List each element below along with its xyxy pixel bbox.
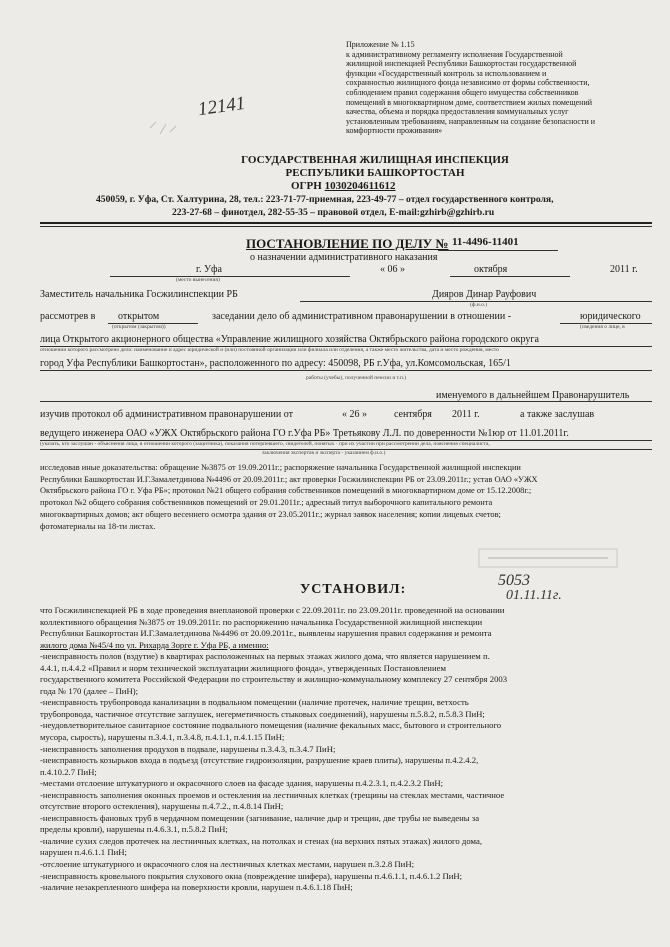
- body-line: отсутствие второго остекления), нарушены п.4.7.2., п.4.8.14 ПиН;: [40, 801, 284, 812]
- body-line: -неисправность заполнения оконных проемов и остекления на лестничных клетках (трещины на стеклах местами, частичное: [40, 789, 505, 800]
- body-line: нарушен п.4.6.1.1 ПиН;: [40, 847, 127, 858]
- appendix-line: комфортности проживания»: [346, 126, 443, 136]
- evidence-paragraph: [40, 462, 660, 532]
- city: г. Уфа: [196, 264, 222, 275]
- appendix-line: жилищной инспекцией Республики Башкортостан государственной: [346, 59, 577, 69]
- appendix-line: установленным требованиям, направленным на создание безопасности и: [346, 116, 596, 126]
- org-name-line2: РЕСПУБЛИКИ БАШКОРТОСТАН: [285, 167, 465, 179]
- body-line: что Госжилинспекцией РБ в ходе проведения внеплановой проверки с 22.09.2011г. по 23.09.2011г. проведенной на основании: [40, 605, 505, 615]
- handwritten-stamp-date: 01.11.11г.: [506, 588, 562, 603]
- offender-line1: лица Открытого акционерного общества «Управление жилищного хозяйства Октябрьского района городского округа: [40, 334, 539, 345]
- hearing-mode-caption: (открытом (закрытом)): [112, 324, 166, 330]
- body-line: мусора, сырость), нарушены п.3.4.1, п.3.4.8, п.4.1.1, п.4.1.15 ПиН;: [40, 732, 285, 743]
- body-line: пределы кровли), нарушены п.4.6.3.1, п.5.8.2 ПиН;: [40, 824, 228, 835]
- protocol-year: 2011 г.: [452, 409, 480, 420]
- section-heading-ustanovil: УСТАНОВИЛ:: [300, 582, 407, 597]
- case-number: 11-4496-11401: [452, 236, 519, 248]
- document-title: ПОСТАНОВЛЕНИЕ ПО ДЕЛУ №: [246, 236, 449, 251]
- body-line: -неисправность кровельного покрытия слухового окна (повреждение шифера), нарушены п.4.6.1.1, п.4.6.1.2 ПиН;: [40, 870, 463, 881]
- body-line: -неудовлетворительное санитарное состояние подвального помещения (наличие фекальных масс, бытового и строительного: [40, 720, 502, 731]
- evidence-line: протокол №2 общего собрания собственников помещений от 29.01.2011г.; адресный титул выборочного капитального ремонта: [40, 498, 493, 508]
- evidence-line: фотоматериалы на 18-ти листах.: [40, 521, 156, 531]
- appendix-line: Приложение № 1.15: [346, 40, 415, 49]
- org-name-line1: ГОСУДАРСТВЕННАЯ ЖИЛИЩНАЯ ИНСПЕКЦИЯ: [241, 154, 509, 166]
- body-line: Республики Башкортостан И.Г.Замалетдинова №4496 от 20.09.2011г., выявлены нарушения правил содержания и ремонта: [40, 628, 492, 639]
- evidence-line: Республики Башкортостан И.Г.Замалетдинова №4496 от 20.09.2011г.; акт проверки Госжилинспекции РБ от 23.09.2011г.; устав ОАО «УЖХ: [40, 474, 538, 484]
- body-line: -наличие незакрепленного шифера на поверхности кровли, нарушен п.4.6.1.18 ПиН;: [40, 882, 353, 893]
- findings-body: [40, 605, 660, 894]
- faint-seal-icon: [148, 120, 178, 136]
- offender-caption2: работы (учебы), полученной пенсии и т.п.): [306, 375, 407, 381]
- body-line: п.4.10.2.7 ПиН;: [40, 766, 97, 777]
- protocol-caption2: заключения экспертов и эксперта - указанием ф.и.о.): [262, 450, 386, 456]
- body-line: -отслоение штукатурного и окрасочного слоя на лестничных клетках местами, нарушен п.3.2.8 ПиН;: [40, 859, 415, 870]
- protocol-month: сентября: [394, 409, 432, 420]
- body-line: -неисправность заполнения продухов в подвале, нарушены п.3.4.3, п.3.4.7 ПиН;: [40, 743, 336, 754]
- offender-line3: именуемого в дальнейшем Правонарушитель: [436, 390, 630, 401]
- body-line: года № 170 (далее – ПиН);: [40, 685, 139, 696]
- evidence-line: многоквартирных домов; акт общего весеннего осмотра здания от 23.05.2011г.; журнал заявок населения; копии лицевых счетов;: [40, 509, 501, 519]
- hearing-text: заседании дело об административном правонарушении в отношении -: [212, 311, 512, 322]
- protocol-caption: (указать, кто заслушан - объяснения лица, в отношении которого (защитника), показания потерпевшего, свидетелей, понятых · при их участии при рассмотрении дела, пояснения специалиста,: [40, 441, 490, 447]
- body-line: -неисправность трубопровода канализации в подвальном помещении (наличие протечек, наличие трещин, ветхость: [40, 697, 469, 708]
- body-line: государственного комитета Российской Федерации по строительству и жилищно-коммунальному комплексу 27 сентября 2003: [40, 674, 508, 685]
- body-line: -местами отслоение штукатурного и окрасочного слоев на фасаде здания, нарушены п.4.2.3.1, п.4.2.3.2 ПиН;: [40, 778, 444, 789]
- body-line: -неисправность полов (вздутие) в квартирах расположенных на первых этажах жилого дома, что является нарушением п.: [40, 651, 490, 662]
- appendix-block: [346, 40, 646, 136]
- appendix-line: функции «Государственный контроль за использованием и: [346, 68, 547, 78]
- evidence-line: исследовав иные доказательства: обращение №3875 от 19.09.2011г.; распоряжение начальника Государственной жилищной инспекции: [40, 463, 521, 472]
- month: октября: [474, 264, 508, 275]
- official-name: Дияров Динар Рауфович: [432, 289, 537, 300]
- ogrn-value: 1030204611612: [324, 180, 396, 192]
- protocol-representative: ведущего инженера ОАО «УЖХ Октябрьского района ГО г.Уфа РБ» Третьякову Л.Л. по доверенности №1юр от 11.01.2011г.: [40, 428, 569, 439]
- entity-type: юридического: [580, 311, 641, 322]
- offender-line2: город Уфа Республики Башкортостан», расположенного по адресу: 450098, РБ г.Уфа, ул.Комсомольская, 165/1: [40, 358, 511, 369]
- body-line: -неисправность фановых труб в чердачном помещении (загнивание, наличие дыр и трещин, две трубы не выведены за: [40, 812, 480, 823]
- hearing-prefix: рассмотрев в: [40, 311, 96, 322]
- appendix-line: к административному регламенту исполнения Государственной: [346, 49, 563, 59]
- offender-caption1: отношении которого рассмотрено дело: наименование и адрес юридической и (или) постоянной организации или филиала или отделения, а также место жительства, дата и место рождения, место: [40, 347, 499, 353]
- evidence-line: Октябрьского района ГО г. Уфа РБ»; протокол №21 общего собрания собственников помещений в многоквартирном доме от 15.12.2008г.;: [40, 486, 532, 496]
- protocol-suffix: а также заслушав: [520, 409, 595, 420]
- appendix-line: помещений в многоквартирном доме, соответствием жилых помещений: [346, 97, 593, 107]
- ogrn-label: ОГРН: [291, 180, 322, 192]
- address-line1: 450059, г. Уфа, Ст. Халтурина, 28, тел.: 223-71-77-приемная, 223-49-77 – отдел государственного контроля,: [96, 194, 554, 205]
- hearing-mode: открытом: [118, 311, 160, 322]
- handwritten-number: 12141: [196, 92, 247, 121]
- official-name-caption: (ф.и.о.): [470, 302, 488, 308]
- body-line: -неисправность козырьков входа в подъезд (отсутствие гидроизоляции, разрушение краев плиты), нарушены п.4.2.4.2,: [40, 755, 479, 766]
- appendix-line: сохранностью жилищного фонда независимо от формы собственности,: [346, 78, 590, 88]
- protocol-prefix: изучив протокол об административном правонарушении от: [40, 409, 293, 420]
- appendix-line: качества, объема и порядка предоставления коммунальных услуг: [346, 107, 569, 117]
- body-line: -наличие сухих следов протечек на лестничных клетках, на потолках и стенах (на верхних пятых этажах) жилого дома,: [40, 835, 482, 846]
- day: « 06 »: [380, 264, 405, 275]
- faint-stamp-icon: [478, 548, 618, 568]
- body-line: 4.4.1, п.4.4.2 «Правил и норм технической эксплуатации жилищного фонда», утвержденных Постановлением: [40, 662, 446, 673]
- body-line: жилого дома №45/4 по ул. Рихарда Зорге г. Уфа РБ, а именно:: [40, 639, 269, 650]
- handwritten-stamp-number: 5053: [498, 572, 530, 589]
- protocol-day: « 26 »: [342, 409, 367, 420]
- appendix-line: соблюдением правил содержания общего имущества собственников: [346, 87, 579, 97]
- official-position: Заместитель начальника Госжилинспекции РБ: [40, 289, 238, 300]
- body-line: коллективного обращения №3875 от 19.09.2011г. по распоряжению начальника Государственной жилищной инспекции: [40, 616, 483, 627]
- document-subtitle: о назначении административного наказания: [250, 252, 438, 263]
- address-line2: 223-27-68 – финотдел, 282-55-35 – правовой отдел, E-mail:gzhirb@gzhirb.ru: [172, 207, 495, 218]
- entity-caption: (сведения о лице, в: [580, 324, 625, 330]
- year: 2011 г.: [610, 264, 638, 275]
- body-line: трубопровода, частичное отсутствие заглушек, негерметичность стыковых соединений), нарушены п.5.8.2, п.5.8.3 ПиН;: [40, 708, 485, 719]
- ogrn: [291, 180, 396, 192]
- city-caption: (место вынесения): [176, 277, 220, 283]
